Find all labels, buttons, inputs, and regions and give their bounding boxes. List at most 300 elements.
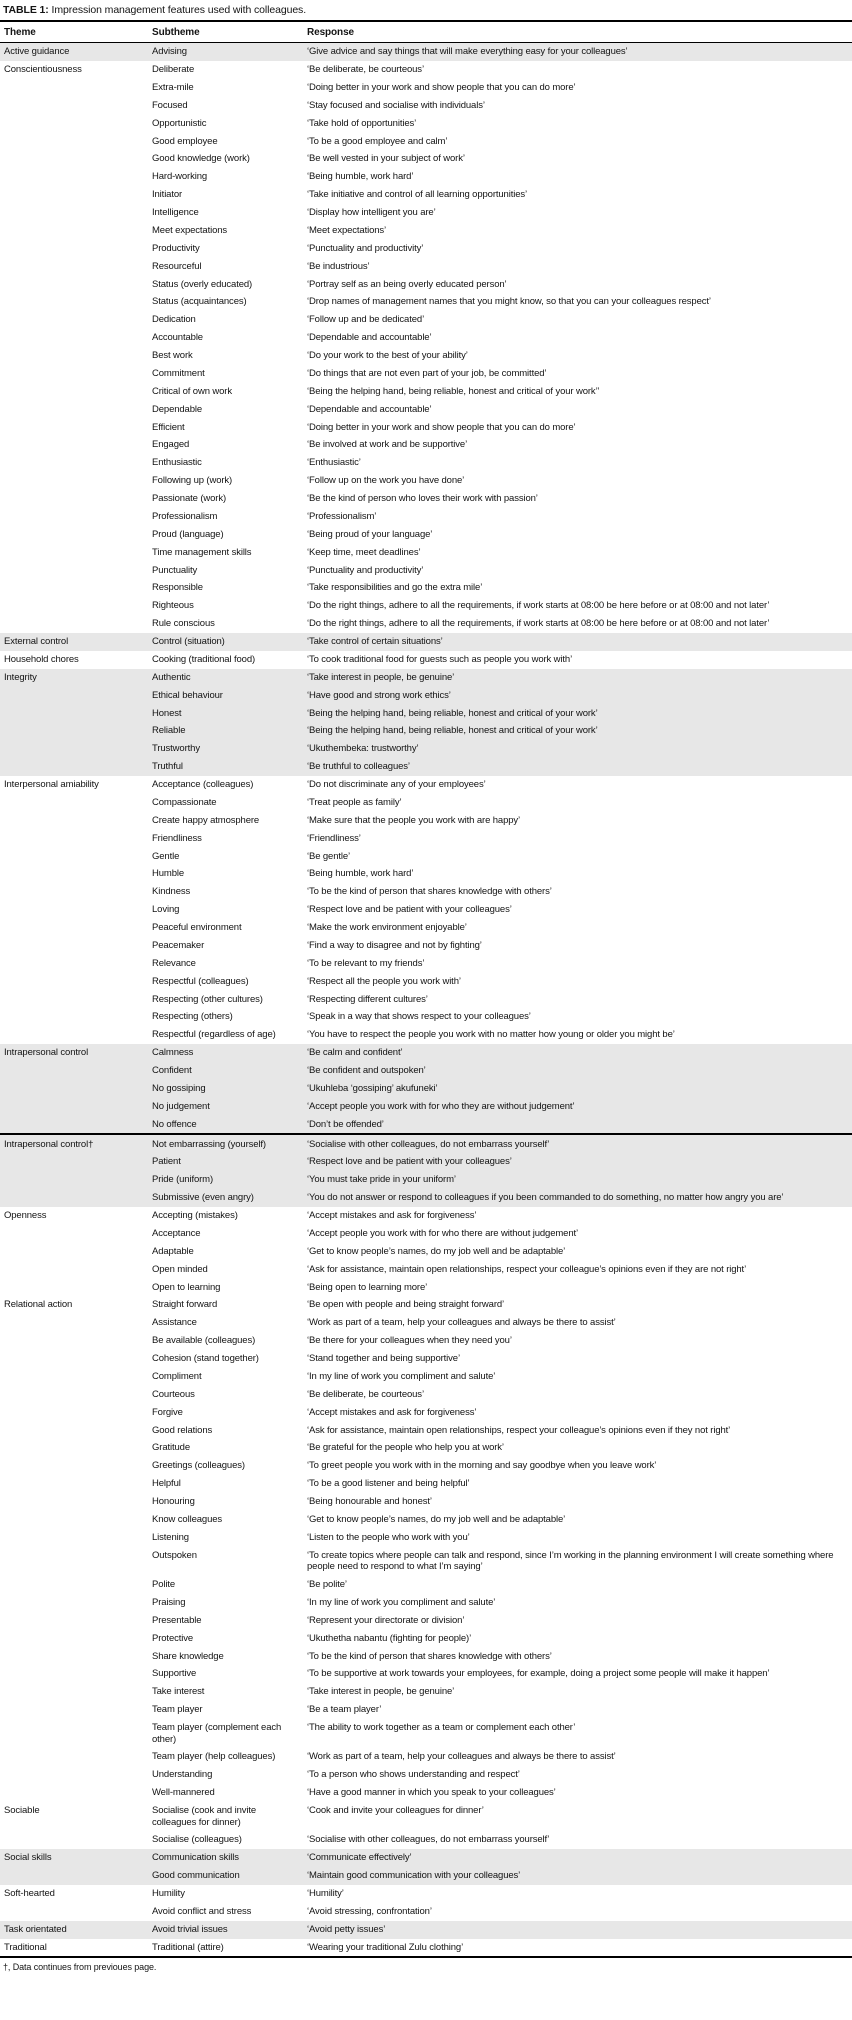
- response-cell: ‘Be industrious’: [307, 260, 370, 272]
- table-row: [0, 704, 852, 722]
- theme-cell: [0, 526, 148, 544]
- response-cell: ‘To cook traditional food for guests such as people you work with’: [307, 653, 573, 665]
- subtheme-cell: Productivity: [152, 242, 200, 254]
- theme-cell: [0, 97, 148, 115]
- subtheme-cell: Time management skills: [152, 546, 252, 558]
- theme-cell: [0, 1493, 148, 1511]
- response-cell: ‘Be truthful to colleagues’: [303, 758, 852, 776]
- subtheme-cell: Relevance: [152, 957, 196, 969]
- subtheme-cell: Share knowledge: [152, 1650, 224, 1662]
- response-cell: ‘Maintain good communication with your colleagues’: [303, 1867, 852, 1885]
- theme-cell: [0, 830, 148, 848]
- subtheme-cell: Well-mannered: [152, 1787, 215, 1799]
- table-row: [0, 204, 852, 222]
- response-cell: ‘You must take pride in your uniform’: [303, 1171, 852, 1189]
- table-row: [0, 1261, 852, 1279]
- response-cell: ‘Ask for assistance, maintain open relationships, respect your colleague’s opinions even if they are not right’: [307, 1263, 747, 1275]
- subtheme-cell: Honest: [148, 704, 303, 722]
- response-cell: ‘Humility’: [307, 1888, 344, 1900]
- theme-cell: [0, 1314, 148, 1332]
- table-row: [0, 1576, 852, 1594]
- table-row: [0, 79, 852, 97]
- theme-cell: [0, 132, 148, 150]
- table-row: [0, 150, 852, 168]
- response-cell: ‘Communicate effectively’: [303, 1849, 852, 1867]
- response-cell: ‘Have good and strong work ethics’: [303, 687, 852, 705]
- response-cell: ‘Speak in a way that shows respect to your colleagues’: [307, 1011, 531, 1023]
- response-cell: ‘Ukuthembeka: trustworthy’: [303, 740, 852, 758]
- table-row: [0, 1080, 852, 1098]
- theme-cell: [0, 544, 148, 562]
- subtheme-cell: Advising: [148, 43, 303, 61]
- subtheme-cell: No offence: [148, 1116, 303, 1135]
- theme-cell: [0, 722, 148, 740]
- theme-cell: [0, 1784, 148, 1802]
- theme-cell: [0, 794, 148, 812]
- response-cell: ‘Avoid petty issues’: [303, 1921, 852, 1939]
- theme-cell: [0, 1511, 148, 1529]
- theme-cell: Intrapersonal control: [0, 1044, 148, 1062]
- theme-cell: [0, 1576, 148, 1594]
- subtheme-cell: Adaptable: [152, 1245, 194, 1257]
- theme-cell: Household chores: [4, 653, 79, 665]
- table-row: [0, 1547, 852, 1576]
- subtheme-cell: Pride (uniform): [148, 1171, 303, 1189]
- response-cell: ‘You have to respect the people you work with no matter how young or older you might be’: [307, 1029, 675, 1041]
- table-row: [0, 1719, 852, 1748]
- theme-cell: [0, 883, 148, 901]
- subtheme-cell: Following up (work): [152, 475, 233, 487]
- theme-cell: Traditional: [4, 1941, 47, 1953]
- subtheme-cell: Calmness: [148, 1044, 303, 1062]
- table-row: [0, 347, 852, 365]
- theme-cell: [0, 1475, 148, 1493]
- response-cell: ‘Take control of certain situations’: [303, 633, 852, 651]
- theme-cell: [0, 454, 148, 472]
- table-row: [0, 1439, 852, 1457]
- subtheme-cell: Compassionate: [152, 796, 217, 808]
- table-row: [0, 1243, 852, 1261]
- table-row: [0, 1278, 852, 1296]
- table-row: [0, 812, 852, 830]
- theme-cell: [0, 258, 148, 276]
- table-row: [0, 955, 852, 973]
- theme-cell: [0, 1026, 148, 1044]
- table-label: TABLE 1:: [3, 4, 49, 16]
- response-cell: ‘Being the helping hand, being reliable, honest and critical of your work’’: [307, 385, 600, 397]
- subtheme-cell: Dedication: [152, 314, 196, 326]
- subtheme-cell: Outspoken: [152, 1549, 197, 1561]
- theme-cell: Conscientiousness: [4, 64, 82, 76]
- table-row: [0, 1867, 852, 1885]
- response-cell: ‘Avoid stressing, confrontation’: [307, 1905, 432, 1917]
- theme-cell: [0, 1457, 148, 1475]
- subtheme-cell: Proud (language): [152, 528, 224, 540]
- response-cell: ‘Make sure that the people you work with are happy’: [307, 814, 521, 826]
- response-cell: ‘To a person who shows understanding and respect’: [307, 1769, 520, 1781]
- theme-cell: [0, 1529, 148, 1547]
- response-cell: ‘Respect love and be patient with your colleagues’: [307, 904, 512, 916]
- theme-cell: Relational action: [4, 1299, 73, 1311]
- table-row: [0, 1457, 852, 1475]
- subtheme-cell: Presentable: [152, 1614, 202, 1626]
- theme-cell: [0, 150, 148, 168]
- theme-cell: [0, 973, 148, 991]
- table-row: [0, 526, 852, 544]
- table-row: [0, 329, 852, 347]
- theme-cell: [0, 115, 148, 133]
- table-row: [0, 561, 852, 579]
- table-row: [0, 633, 852, 651]
- table-row: [0, 1903, 852, 1921]
- theme-cell: [0, 1171, 148, 1189]
- table-row: [0, 1683, 852, 1701]
- table-header: [0, 21, 852, 43]
- response-cell: ‘Make the work environment enjoyable’: [307, 922, 467, 934]
- table-row: [0, 168, 852, 186]
- table-row: [0, 240, 852, 258]
- theme-cell: External control: [0, 633, 148, 651]
- theme-cell: [0, 1350, 148, 1368]
- table-row: [0, 1207, 852, 1225]
- theme-cell: [0, 347, 148, 365]
- table-row: [0, 990, 852, 1008]
- theme-cell: [0, 812, 148, 830]
- table-row: [0, 508, 852, 526]
- response-cell: ‘Being open to learning more’: [307, 1281, 428, 1293]
- table-row: [0, 97, 852, 115]
- response-cell: ‘To be relevant to my friends’: [307, 957, 425, 969]
- response-cell: ‘In my line of work you compliment and salute’: [307, 1596, 496, 1608]
- response-cell: ‘Be polite’: [307, 1579, 347, 1591]
- theme-cell: [0, 901, 148, 919]
- theme-cell: [0, 1098, 148, 1116]
- theme-cell: [0, 1243, 148, 1261]
- response-cell: ‘Punctuality and productivity’: [307, 564, 424, 576]
- subtheme-cell: Status (acquaintances): [152, 296, 247, 308]
- subtheme-cell: Create happy atmosphere: [152, 814, 260, 826]
- subtheme-cell: Deliberate: [152, 64, 195, 76]
- theme-cell: [0, 418, 148, 436]
- theme-cell: [0, 1701, 148, 1719]
- theme-cell: [0, 1368, 148, 1386]
- response-cell: ‘Find a way to disagree and not by fighting’: [307, 939, 482, 951]
- response-cell: ‘Be deliberate, be courteous’: [307, 1388, 424, 1400]
- theme-cell: [0, 1332, 148, 1350]
- theme-cell: [0, 383, 148, 401]
- theme-cell: [0, 1062, 148, 1080]
- table-row: [0, 669, 852, 687]
- response-cell: ‘Ukuhleba ‘gossiping’ akufuneki’: [303, 1080, 852, 1098]
- subtheme-cell: Open minded: [152, 1263, 208, 1275]
- theme-cell: [0, 937, 148, 955]
- subtheme-cell: Protective: [152, 1632, 194, 1644]
- theme-cell: [0, 329, 148, 347]
- table-row: [0, 454, 852, 472]
- table-row: [0, 1647, 852, 1665]
- subtheme-cell: Team player (complement each other): [152, 1722, 282, 1745]
- subtheme-cell: Avoid conflict and stress: [152, 1905, 252, 1917]
- response-cell: ‘Socialise with other colleagues, do not embarrass yourself’: [303, 1134, 852, 1153]
- table-row: [0, 1885, 852, 1903]
- theme-cell: [0, 1594, 148, 1612]
- subtheme-cell: Accountable: [152, 332, 203, 344]
- subtheme-cell: Courteous: [152, 1388, 195, 1400]
- subtheme-cell: Good relations: [152, 1424, 213, 1436]
- theme-cell: [0, 472, 148, 490]
- theme-cell: Interpersonal amiability: [4, 779, 99, 791]
- subtheme-cell: Opportunistic: [152, 117, 207, 129]
- subtheme-cell: Forgive: [152, 1406, 183, 1418]
- theme-cell: [0, 311, 148, 329]
- response-cell: ‘Being humble, work hard’: [307, 868, 414, 880]
- theme-cell: [0, 1719, 148, 1748]
- table-row: [0, 544, 852, 562]
- theme-cell: [0, 1189, 148, 1207]
- subtheme-cell: Peacemaker: [152, 939, 205, 951]
- table-row: [0, 222, 852, 240]
- subtheme-cell: Intelligence: [152, 207, 199, 219]
- response-cell: ‘The ability to work together as a team or complement each other’: [307, 1722, 576, 1734]
- response-cell: ‘Take hold of opportunities’: [307, 117, 417, 129]
- table-row: [0, 1766, 852, 1784]
- response-cell: ‘Take initiative and control of all learning opportunities’: [307, 189, 527, 201]
- subtheme-cell: Kindness: [152, 886, 191, 898]
- theme-cell: Social skills: [0, 1849, 148, 1867]
- response-cell: ‘Meet expectations’: [307, 224, 387, 236]
- subtheme-cell: Passionate (work): [152, 493, 226, 505]
- subtheme-cell: Focused: [152, 99, 188, 111]
- table-row: [0, 1665, 852, 1683]
- subtheme-cell: Punctuality: [152, 564, 198, 576]
- table-row: [0, 383, 852, 401]
- response-cell: ‘Doing better in your work and show people that you can do more’: [307, 421, 576, 433]
- subtheme-cell: Acceptance (colleagues): [152, 779, 254, 791]
- theme-cell: [0, 240, 148, 258]
- table-row: [0, 883, 852, 901]
- subtheme-cell: Peaceful environment: [152, 922, 242, 934]
- subtheme-cell: Cooking (traditional food): [152, 653, 256, 665]
- subtheme-cell: Supportive: [152, 1668, 197, 1680]
- response-cell: ‘Stay focused and socialise with individuals’: [307, 99, 485, 111]
- response-cell: ‘Take interest in people, be genuine’: [307, 1686, 455, 1698]
- response-cell: ‘Work as part of a team, help your colleagues and always be there to assist’: [307, 1317, 616, 1329]
- response-cell: ‘You do not answer or respond to colleagues if you been commanded to do something, no matter how angry you are’: [303, 1189, 852, 1207]
- table-row: [0, 973, 852, 991]
- table-row: [0, 1511, 852, 1529]
- theme-cell: [0, 1153, 148, 1171]
- subtheme-cell: Respectful (regardless of age): [152, 1029, 276, 1041]
- theme-cell: [0, 79, 148, 97]
- response-cell: ‘Be well vested in your subject of work’: [307, 153, 465, 165]
- subtheme-cell: Listening: [152, 1531, 189, 1543]
- response-cell: ‘Give advice and say things that will make everything easy for your colleagues’: [303, 43, 852, 61]
- response-cell: ‘Get to know people’s names, do my job well and be adaptable’: [307, 1245, 566, 1257]
- subtheme-cell: No judgement: [148, 1098, 303, 1116]
- theme-cell: [0, 1831, 148, 1849]
- response-cell: ‘Don’t be offended’: [303, 1116, 852, 1135]
- subtheme-cell: Engaged: [152, 439, 190, 451]
- response-cell: ‘Follow up and be dedicated’: [307, 314, 425, 326]
- table-row: [0, 830, 852, 848]
- theme-cell: [0, 919, 148, 937]
- theme-cell: [0, 1665, 148, 1683]
- response-cell: ‘Have a good manner in which you speak to your colleagues’: [307, 1787, 556, 1799]
- response-cell: ‘Ukuthetha nabantu (fighting for people)’: [307, 1632, 472, 1644]
- theme-cell: [0, 1421, 148, 1439]
- table-row: [0, 1153, 852, 1171]
- table-row: [0, 1386, 852, 1404]
- subtheme-cell: Understanding: [152, 1769, 213, 1781]
- response-cell: ‘Accept mistakes and ask for forgiveness’: [307, 1406, 477, 1418]
- table-row: [0, 1802, 852, 1831]
- column-header-response: Response: [303, 21, 852, 43]
- response-cell: ‘Being proud of your language’: [307, 528, 433, 540]
- subtheme-cell: Team player: [152, 1704, 203, 1716]
- table-row: [0, 794, 852, 812]
- response-cell: ‘Listen to the people who work with you’: [307, 1531, 470, 1543]
- table-row: [0, 293, 852, 311]
- response-cell: ‘Treat people as family’: [307, 796, 402, 808]
- subtheme-cell: Cohesion (stand together): [152, 1353, 259, 1365]
- response-cell: ‘Friendliness’: [307, 832, 361, 844]
- response-cell: ‘Take responsibilities and go the extra mile’: [307, 582, 483, 594]
- table-row: [0, 1594, 852, 1612]
- subtheme-cell: Resourceful: [152, 260, 202, 272]
- subtheme-cell: Extra-mile: [152, 81, 194, 93]
- table-row: [0, 43, 852, 61]
- response-cell: ‘Be the kind of person who loves their work with passion’: [307, 493, 538, 505]
- table-row: [0, 275, 852, 293]
- theme-cell: [0, 579, 148, 597]
- table-row: [0, 186, 852, 204]
- response-cell: ‘Being humble, work hard’: [307, 171, 414, 183]
- table-row: [0, 1831, 852, 1849]
- response-cell: ‘To be the kind of person that shares knowledge with others’: [307, 886, 552, 898]
- response-cell: ‘Dependable and accountable’: [307, 332, 432, 344]
- column-header-theme: Theme: [0, 21, 148, 43]
- theme-cell: [0, 1630, 148, 1648]
- table-row: [0, 1849, 852, 1867]
- table-row: [0, 472, 852, 490]
- table-row: [0, 651, 852, 669]
- theme-cell: Soft-hearted: [4, 1888, 55, 1900]
- response-cell: ‘Ask for assistance, maintain open relationships, respect your colleague’s opinions even if they not right’: [307, 1424, 731, 1436]
- table-row: [0, 776, 852, 794]
- table-row: [0, 1134, 852, 1153]
- theme-cell: [0, 865, 148, 883]
- response-cell: ‘Punctuality and productivity’: [307, 242, 424, 254]
- response-cell: ‘Accept mistakes and ask for forgiveness’: [307, 1210, 477, 1222]
- subtheme-cell: Assistance: [152, 1317, 197, 1329]
- table-row: [0, 1296, 852, 1314]
- theme-cell: Sociable: [4, 1805, 40, 1817]
- theme-cell: Intrapersonal control†: [0, 1134, 148, 1153]
- theme-cell: [0, 740, 148, 758]
- subtheme-cell: Efficient: [152, 421, 185, 433]
- subtheme-cell: Honouring: [152, 1496, 195, 1508]
- subtheme-cell: Traditional (attire): [152, 1941, 224, 1953]
- table-row: [0, 1116, 852, 1135]
- header-row: [0, 21, 852, 43]
- table-row: [0, 61, 852, 79]
- table-row: [0, 1493, 852, 1511]
- theme-cell: [0, 1404, 148, 1422]
- response-cell: ‘Being honourable and honest’: [307, 1496, 432, 1508]
- response-cell: ‘Being the helping hand, being reliable, honest and critical of your work’: [303, 704, 852, 722]
- table-row: [0, 115, 852, 133]
- theme-cell: [0, 222, 148, 240]
- response-cell: ‘Socialise with other colleagues, do not embarrass yourself’: [307, 1834, 550, 1846]
- response-cell: ‘Do your work to the best of your ability’: [307, 350, 468, 362]
- table-row: [0, 615, 852, 633]
- subtheme-cell: Be available (colleagues): [152, 1335, 256, 1347]
- response-cell: ‘Dependable and accountable’: [307, 403, 432, 415]
- response-cell: ‘In my line of work you compliment and salute’: [307, 1370, 496, 1382]
- column-header-subtheme: Subtheme: [148, 21, 303, 43]
- table-row: [0, 1612, 852, 1630]
- subtheme-cell: Initiator: [152, 189, 183, 201]
- theme-cell: [0, 758, 148, 776]
- table-row: [0, 365, 852, 383]
- subtheme-cell: Take interest: [152, 1686, 205, 1698]
- subtheme-cell: Compliment: [152, 1370, 202, 1382]
- table-row: [0, 401, 852, 419]
- response-cell: ‘To be supportive at work towards your employees, for example, doing a project some people will make it happen’: [307, 1668, 770, 1680]
- theme-cell: [0, 1867, 148, 1885]
- subtheme-cell: Humility: [152, 1888, 185, 1900]
- table-row: [0, 418, 852, 436]
- theme-cell: [0, 597, 148, 615]
- response-cell: ‘Do not discriminate any of your employees’: [307, 779, 486, 791]
- theme-cell: Openness: [4, 1210, 47, 1222]
- subtheme-cell: Not embarrassing (yourself): [148, 1134, 303, 1153]
- theme-cell: [0, 365, 148, 383]
- table-row: [0, 937, 852, 955]
- subtheme-cell: Critical of own work: [152, 385, 232, 397]
- table-row: [0, 1939, 852, 1958]
- theme-cell: Active guidance: [0, 43, 148, 61]
- response-cell: ‘Cook and invite your colleagues for dinner’: [307, 1805, 484, 1817]
- theme-cell: [0, 1547, 148, 1576]
- subtheme-cell: Dependable: [152, 403, 203, 415]
- response-cell: ‘Being the helping hand, being reliable, honest and critical of your work’: [303, 722, 852, 740]
- theme-cell: [0, 1612, 148, 1630]
- subtheme-cell: Accepting (mistakes): [152, 1210, 238, 1222]
- theme-cell: [0, 1225, 148, 1243]
- table-row: [0, 687, 852, 705]
- response-cell: ‘Be open with people and being straight forward’: [307, 1299, 505, 1311]
- subtheme-cell: Righteous: [152, 600, 194, 612]
- theme-cell: [0, 1766, 148, 1784]
- response-cell: ‘Work as part of a team, help your colleagues and always be there to assist’: [307, 1751, 616, 1763]
- table-row: [0, 740, 852, 758]
- table-row: [0, 258, 852, 276]
- subtheme-cell: Loving: [152, 904, 180, 916]
- response-cell: ‘Do the right things, adhere to all the requirements, if work starts at 08:00 be here before or at 08:00 and not later’: [307, 618, 770, 630]
- response-cell: ‘Enthusiastic’: [307, 457, 361, 469]
- response-cell: ‘Portray self as an being overly educated person’: [307, 278, 507, 290]
- response-cell: ‘Doing better in your work and show people that you can do more’: [307, 81, 576, 93]
- subtheme-cell: Control (situation): [148, 633, 303, 651]
- subtheme-cell: Praising: [152, 1596, 186, 1608]
- table-row: [0, 1350, 852, 1368]
- subtheme-cell: Reliable: [148, 722, 303, 740]
- subtheme-cell: Polite: [152, 1579, 176, 1591]
- subtheme-cell: Socialise (cook and invite colleagues for dinner): [152, 1805, 257, 1828]
- theme-cell: [0, 1008, 148, 1026]
- subtheme-cell: Know colleagues: [152, 1513, 223, 1525]
